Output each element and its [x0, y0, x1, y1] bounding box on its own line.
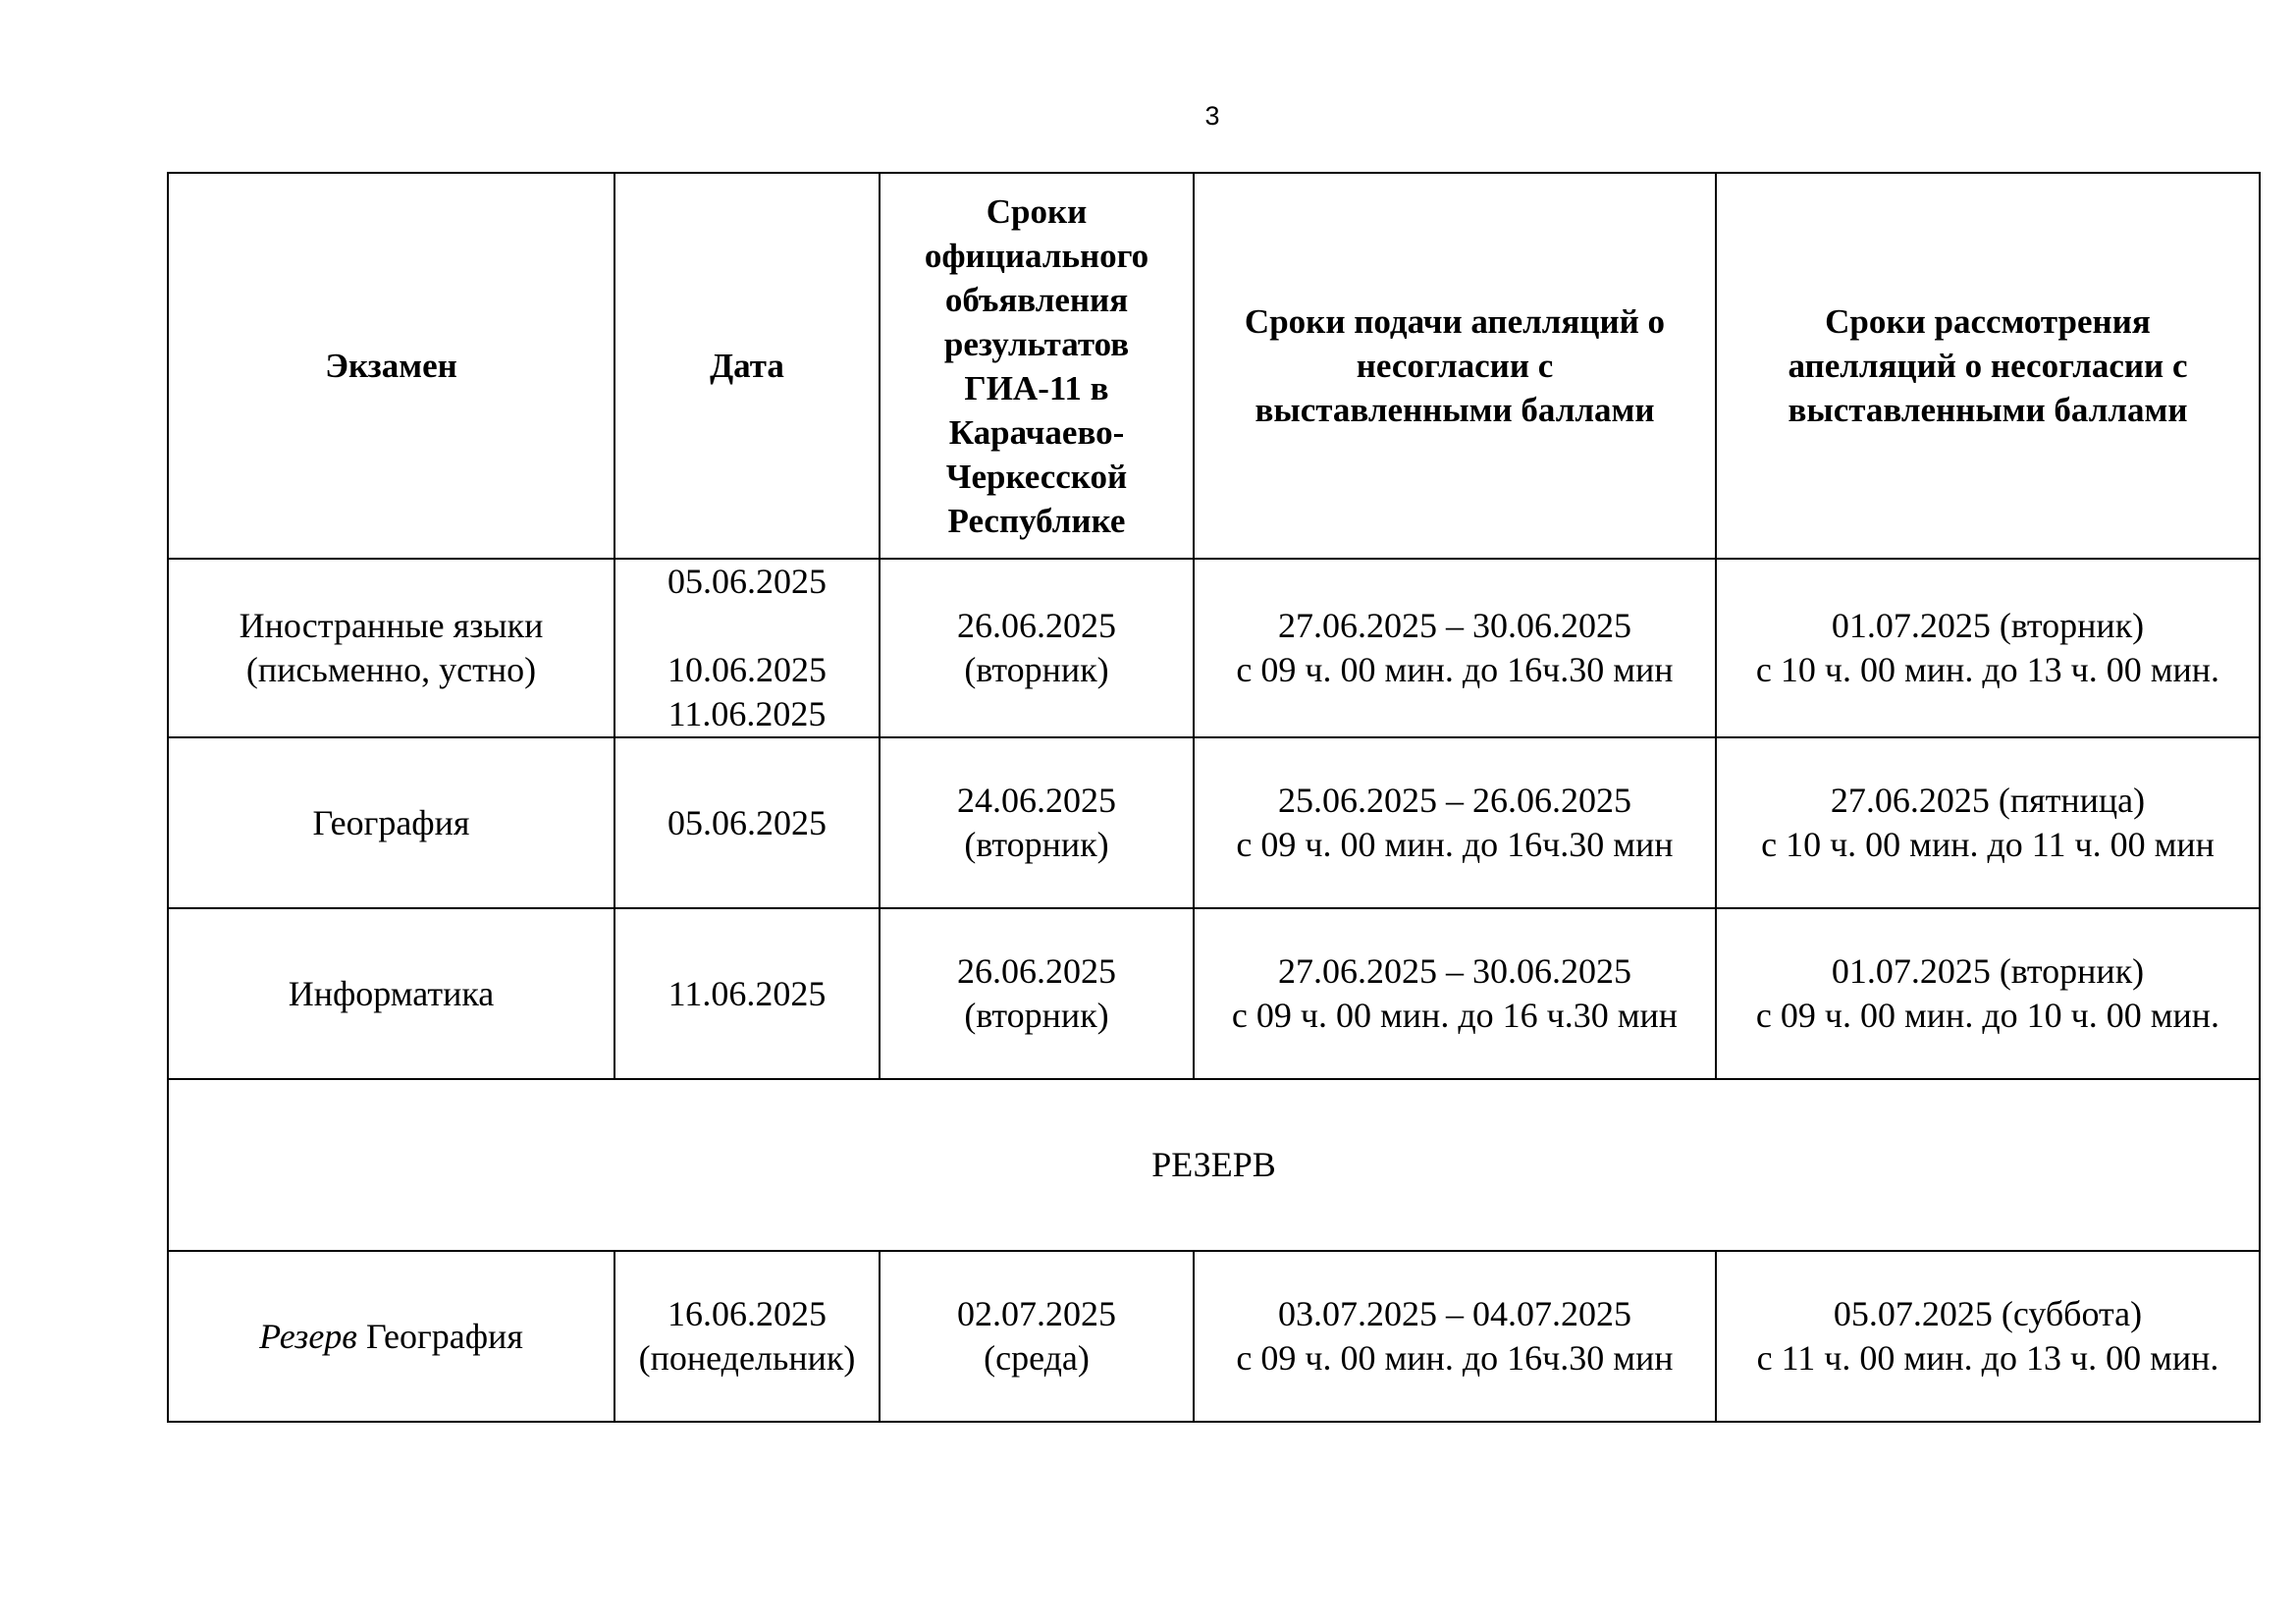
exam-date: 10.06.2025: [667, 650, 827, 689]
header-announce-line: ГИА-11 в: [964, 368, 1109, 407]
submit-hours: с 09 ч. 00 мин. до 16ч.30 мин: [1236, 825, 1674, 864]
header-review-line: Сроки рассмотрения: [1825, 302, 2151, 341]
submit-cell: [1194, 908, 1716, 1079]
header-appeal-submit: [1194, 173, 1716, 559]
review-cell: [1716, 559, 2260, 737]
date-cell: [614, 559, 880, 737]
header-submit-line: Сроки подачи апелляций о: [1244, 302, 1666, 341]
reserve-section-title: РЕЗЕРВ: [168, 1079, 2260, 1251]
submit-dates: 27.06.2025 – 30.06.2025: [1278, 606, 1631, 645]
review-cell: [1716, 908, 2260, 1079]
review-date: 27.06.2025 (пятница): [1830, 781, 2146, 820]
header-announce: [880, 173, 1194, 559]
header-announce-line: официального: [924, 236, 1149, 275]
review-cell: [1716, 737, 2260, 908]
announce-weekday: (среда): [984, 1338, 1090, 1378]
exam-name: Иностранные языки: [239, 606, 544, 645]
header-announce-line: Сроки: [986, 191, 1088, 231]
table-row: [168, 737, 2260, 908]
submit-cell: [1194, 1251, 1716, 1422]
submit-hours: с 09 ч. 00 мин. до 16ч.30 мин: [1236, 650, 1674, 689]
review-cell: [1716, 1251, 2260, 1422]
submit-dates: 25.06.2025 – 26.06.2025: [1278, 781, 1631, 820]
exam-cell: Информатика: [168, 908, 614, 1079]
header-announce-line: Карачаево-: [948, 412, 1125, 452]
reserve-section-row: [168, 1079, 2260, 1251]
submit-dates: 27.06.2025 – 30.06.2025: [1278, 951, 1631, 991]
announce-cell: [880, 559, 1194, 737]
review-hours: с 10 ч. 00 мин. до 13 ч. 00 мин.: [1755, 650, 2220, 689]
page-number: 3: [1204, 101, 1220, 131]
submit-hours: с 09 ч. 00 мин. до 16ч.30 мин: [1236, 1338, 1674, 1378]
header-announce-line: Республике: [947, 501, 1126, 540]
submit-cell: [1194, 559, 1716, 737]
review-hours: с 11 ч. 00 мин. до 13 ч. 00 мин.: [1756, 1338, 2219, 1378]
announce-cell: [880, 1251, 1194, 1422]
review-date: 01.07.2025 (вторник): [1831, 606, 2145, 645]
exam-cell: [168, 1251, 614, 1422]
header-exam: Экзамен: [168, 173, 614, 559]
header-review-line: апелляций о несогласии с: [1788, 347, 2188, 385]
review-date: 05.07.2025 (суббота): [1833, 1294, 2143, 1333]
header-appeal-review: [1716, 173, 2260, 559]
exam-note: (письменно, устно): [245, 650, 537, 689]
header-submit-line: несогласии с: [1356, 347, 1554, 385]
submit-hours: с 09 ч. 00 мин. до 16 ч.30 мин: [1231, 996, 1679, 1035]
exam-cell: География: [168, 737, 614, 908]
announce-date: 26.06.2025: [957, 951, 1116, 991]
announce-cell: [880, 908, 1194, 1079]
exam-date: 16.06.2025: [667, 1294, 827, 1333]
table-row: [168, 908, 2260, 1079]
reserve-label: Резерв: [259, 1316, 357, 1356]
exam-cell: [168, 559, 614, 737]
table-header-row: [168, 173, 2260, 559]
exam-date: 05.06.2025: [667, 562, 827, 601]
announce-date: 24.06.2025: [957, 781, 1116, 820]
exam-date: 11.06.2025: [667, 694, 827, 733]
announce-weekday: (вторник): [964, 825, 1109, 864]
announce-weekday: (вторник): [964, 650, 1109, 689]
header-announce-line: объявления: [944, 280, 1129, 319]
date-cell: 05.06.2025: [614, 737, 880, 908]
exam-schedule-table: [167, 172, 2261, 1423]
header-announce-line: Черкесской: [945, 457, 1128, 496]
announce-date: 26.06.2025: [957, 606, 1116, 645]
review-hours: с 10 ч. 00 мин. до 11 ч. 00 мин: [1761, 825, 2215, 864]
header-announce-line: результатов: [943, 324, 1130, 363]
date-cell: [614, 1251, 880, 1422]
submit-dates: 03.07.2025 – 04.07.2025: [1278, 1294, 1631, 1333]
announce-weekday: (вторник): [964, 996, 1109, 1035]
table-row: [168, 1251, 2260, 1422]
exam-weekday: (понедельник): [638, 1338, 856, 1378]
review-date: 01.07.2025 (вторник): [1831, 951, 2145, 991]
announce-cell: [880, 737, 1194, 908]
header-date: Дата: [614, 173, 880, 559]
header-review-line: выставленными баллами: [1788, 391, 2188, 429]
date-cell: 11.06.2025: [614, 908, 880, 1079]
review-hours: с 09 ч. 00 мин. до 10 ч. 00 мин.: [1755, 996, 2220, 1035]
announce-date: 02.07.2025: [957, 1294, 1116, 1333]
header-submit-line: выставленными баллами: [1255, 391, 1655, 429]
table-row: [168, 559, 2260, 737]
exam-name: География: [356, 1316, 523, 1356]
submit-cell: [1194, 737, 1716, 908]
